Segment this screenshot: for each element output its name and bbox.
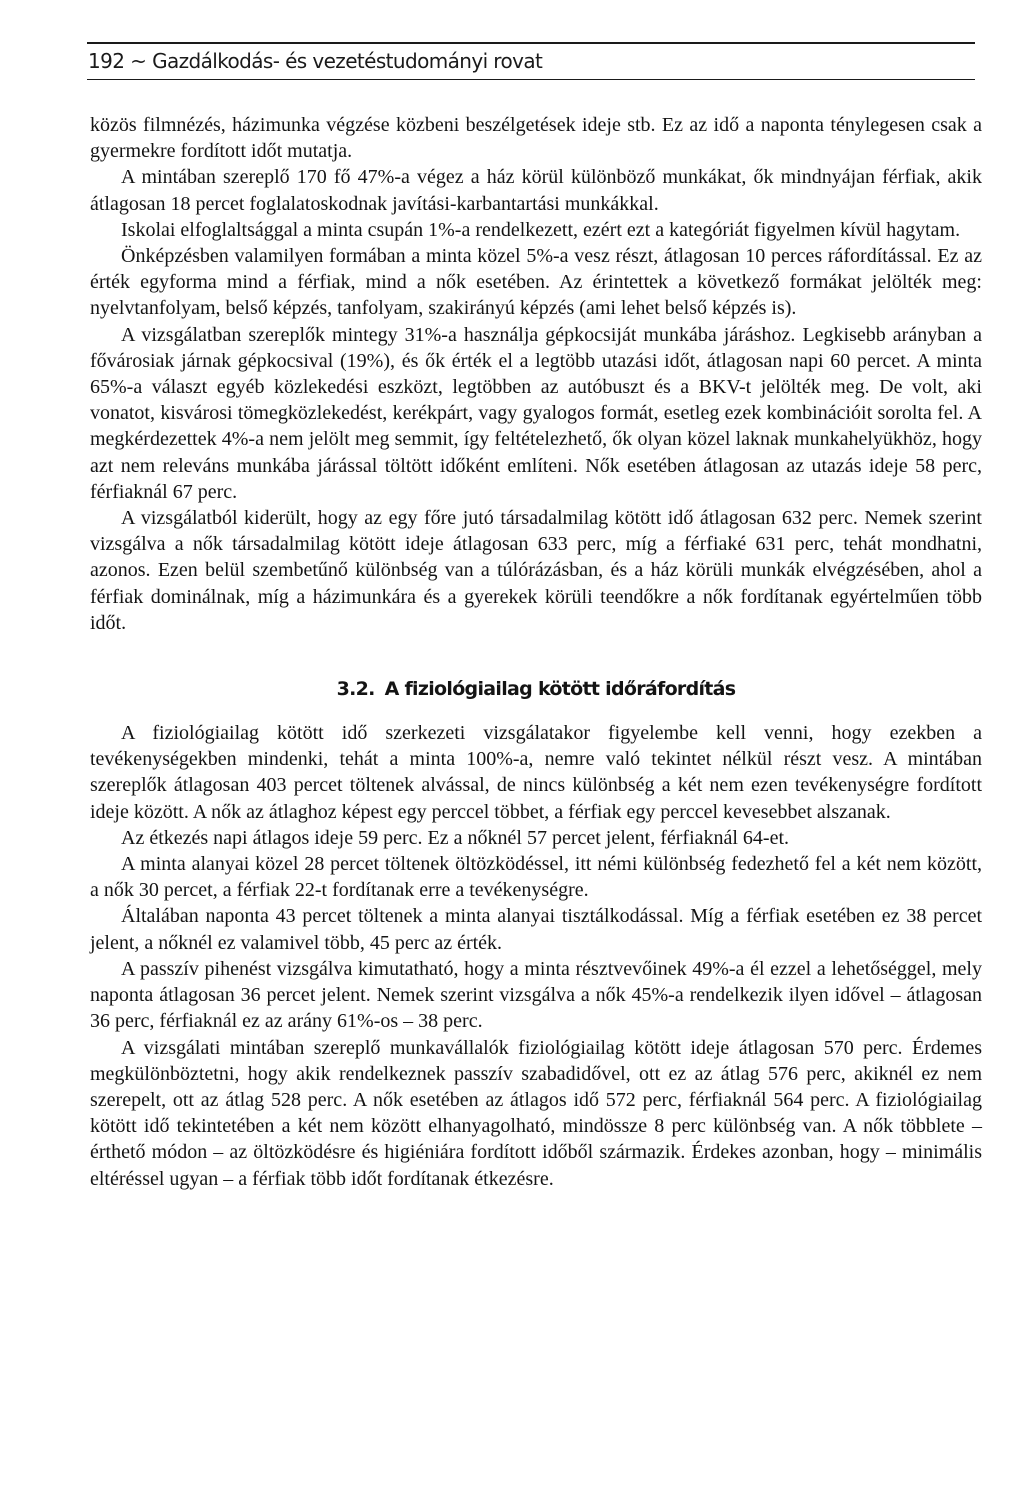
paragraph: A vizsgálatban szereplők mintegy 31%-a használja gépkocsiját munkába járáshoz. Legkisebb arányban a fővárosiak járnak gépkocsival (19%), és ők érték el a legtöbb utazási időt, átlagosan napi 60 percet. A minta 65%-a választ egyéb közlekedési eszközt, legtöbben az autóbuszt és a BKV-t jelölték meg. De volt, aki vonatot, kisvárosi tömegközlekedést, kerékpárt, vagy gyalogos formát, esetleg ezek kombinációit sorolta fel. A megkérdezettek 4%-a nem jelölt meg semmit, így feltételezhető, ők olyan közel laknak munkahelyükhöz, hogy azt nem releváns munkába járással töltött időként említeni. Nők esetében átlagosan az utazás ideje 58 perc, férfiaknál 67 perc. <box>90 323 982 503</box>
paragraph: Önképzésben valamilyen formában a minta közel 5%-a vesz részt, átlagosan 10 perces ráfordítással. Ez az érték egyforma mind a férfiak, mind a nők esetében. Az érintettek a következő formákat jelölték meg: nyelvtanfolyam, belső képzés, tanfolyam, szakirányú képzés (ami lehet belső képzés is). <box>90 245 982 320</box>
paragraph: Általában naponta 43 percet töltenek a minta alanyai tisztálkodással. Míg a férfiak esetében ez 38 percet jelent, a nőknél ez valamivel több, 45 perc az érték. <box>90 905 982 954</box>
page-number: 192 <box>88 49 125 73</box>
paragraph: A passzív pihenést vizsgálva kimutatható, hogy a minta résztvevőinek 49%-a él ezzel a lehetőséggel, mely naponta átlagosan 36 percet jelent. Nemek szerint vizsgálva a nők 45%-a rendelkezik ilyen idővel – átlagosan 36 perc, férfiaknál ez az arány 61%-os – 38 perc. <box>90 957 982 1033</box>
page-body <box>90 112 982 1192</box>
paragraph: A mintában szereplő 170 fő 47%-a végez a ház körül különböző munkákat, ők mindnyájan férfiak, akik átlagosan 18 percet foglalatoskodnak javítási-karbantartási munkákkal. <box>90 166 982 215</box>
paragraph: Az étkezés napi átlagos ideje 59 perc. Ez a nőknél 57 percet jelent, férfiaknál 64-et. <box>121 826 790 849</box>
header-top-rule <box>87 42 975 44</box>
header-text <box>88 49 542 73</box>
paragraph: közös filmnézés, házimunka végzése közbeni beszélgetések ideje stb. Ez az idő a naponta ténylegesen csak a gyermekre fordított időt mutatja. <box>90 114 982 163</box>
paragraph: Iskolai elfoglaltsággal a minta csupán 1%-a rendelkezett, ezért ezt a kategóriát figyelmen kívül hagytam. <box>121 218 961 241</box>
paragraph: A vizsgálati mintában szereplő munkavállalók fiziológiailag kötött ideje átlagosan 570 perc. Érdemes megkülönböztetni, hogy akik rendelkeznek passzív szabadidővel, ott ez az átlag 576 perc, akiknél ez nem szerepelt, ott az átlag 528 perc. A nők esetében az átlagos idő 572 perc, férfiaknál 564 perc. A fiziológiailag kötött idő tekintetében a két nem között elhanyagolható, mindössze 8 perc különbség van. A nők többlete – érthető módon – az öltözködésre és higiéniára fordított időből származik. Érdekes azonban, hogy – minimális eltéréssel ugyan – a férfiak több időt fordítanak étkezésre. <box>90 1036 982 1190</box>
journal-section-title: Gazdálkodás- és vezetéstudományi rovat <box>152 49 543 73</box>
section-title: A fiziológiailag kötött időráfordítás <box>384 678 736 701</box>
paragraph: A minta alanyai közel 28 percet töltenek öltözködéssel, itt némi különbség fedezhető fel a két nem között, a nők 30 percet, a férfiak 22-t fordítanak erre a tevékenységre. <box>90 853 982 902</box>
paragraph: A vizsgálatból kiderült, hogy az egy főre jutó társadalmilag kötött idő átlagosan 632 perc. Nemek szerint vizsgálva a nők társadalmilag kötött ideje átlagosan 633 perc, míg a férfiaké 631 perc, tehát mondhatni, azonos. Ezen belül szembetűnő különbség van a túlórázásban, és a ház körüli munkák elvégzésében, ahol a férfiak dominálnak, míg a házimunkára és a gyerekek körüli teendőkre a nők fordítanak egyértelműen több időt. <box>90 507 982 634</box>
section-number: 3.2. <box>336 678 375 701</box>
paragraph: A fiziológiailag kötött idő szerkezeti vizsgálatakor figyelembe kell venni, hogy ezekben a tevékenységekben mindenki, tehát a minta 100%-a, nemre való tekintet nélkül részt vesz. A mintában szereplők átlagosan 403 percet töltenek alvással, de nincs különbség a két nem ezen tevékenységre fordított ideje között. A nők az átlaghoz képest egy perccel többet, a férfiak egy perccel kevesebbet alszanak. <box>90 722 982 823</box>
running-header <box>87 42 975 86</box>
header-bottom-rule <box>87 79 975 80</box>
header-separator: ~ <box>130 49 147 73</box>
section-heading <box>90 676 982 702</box>
